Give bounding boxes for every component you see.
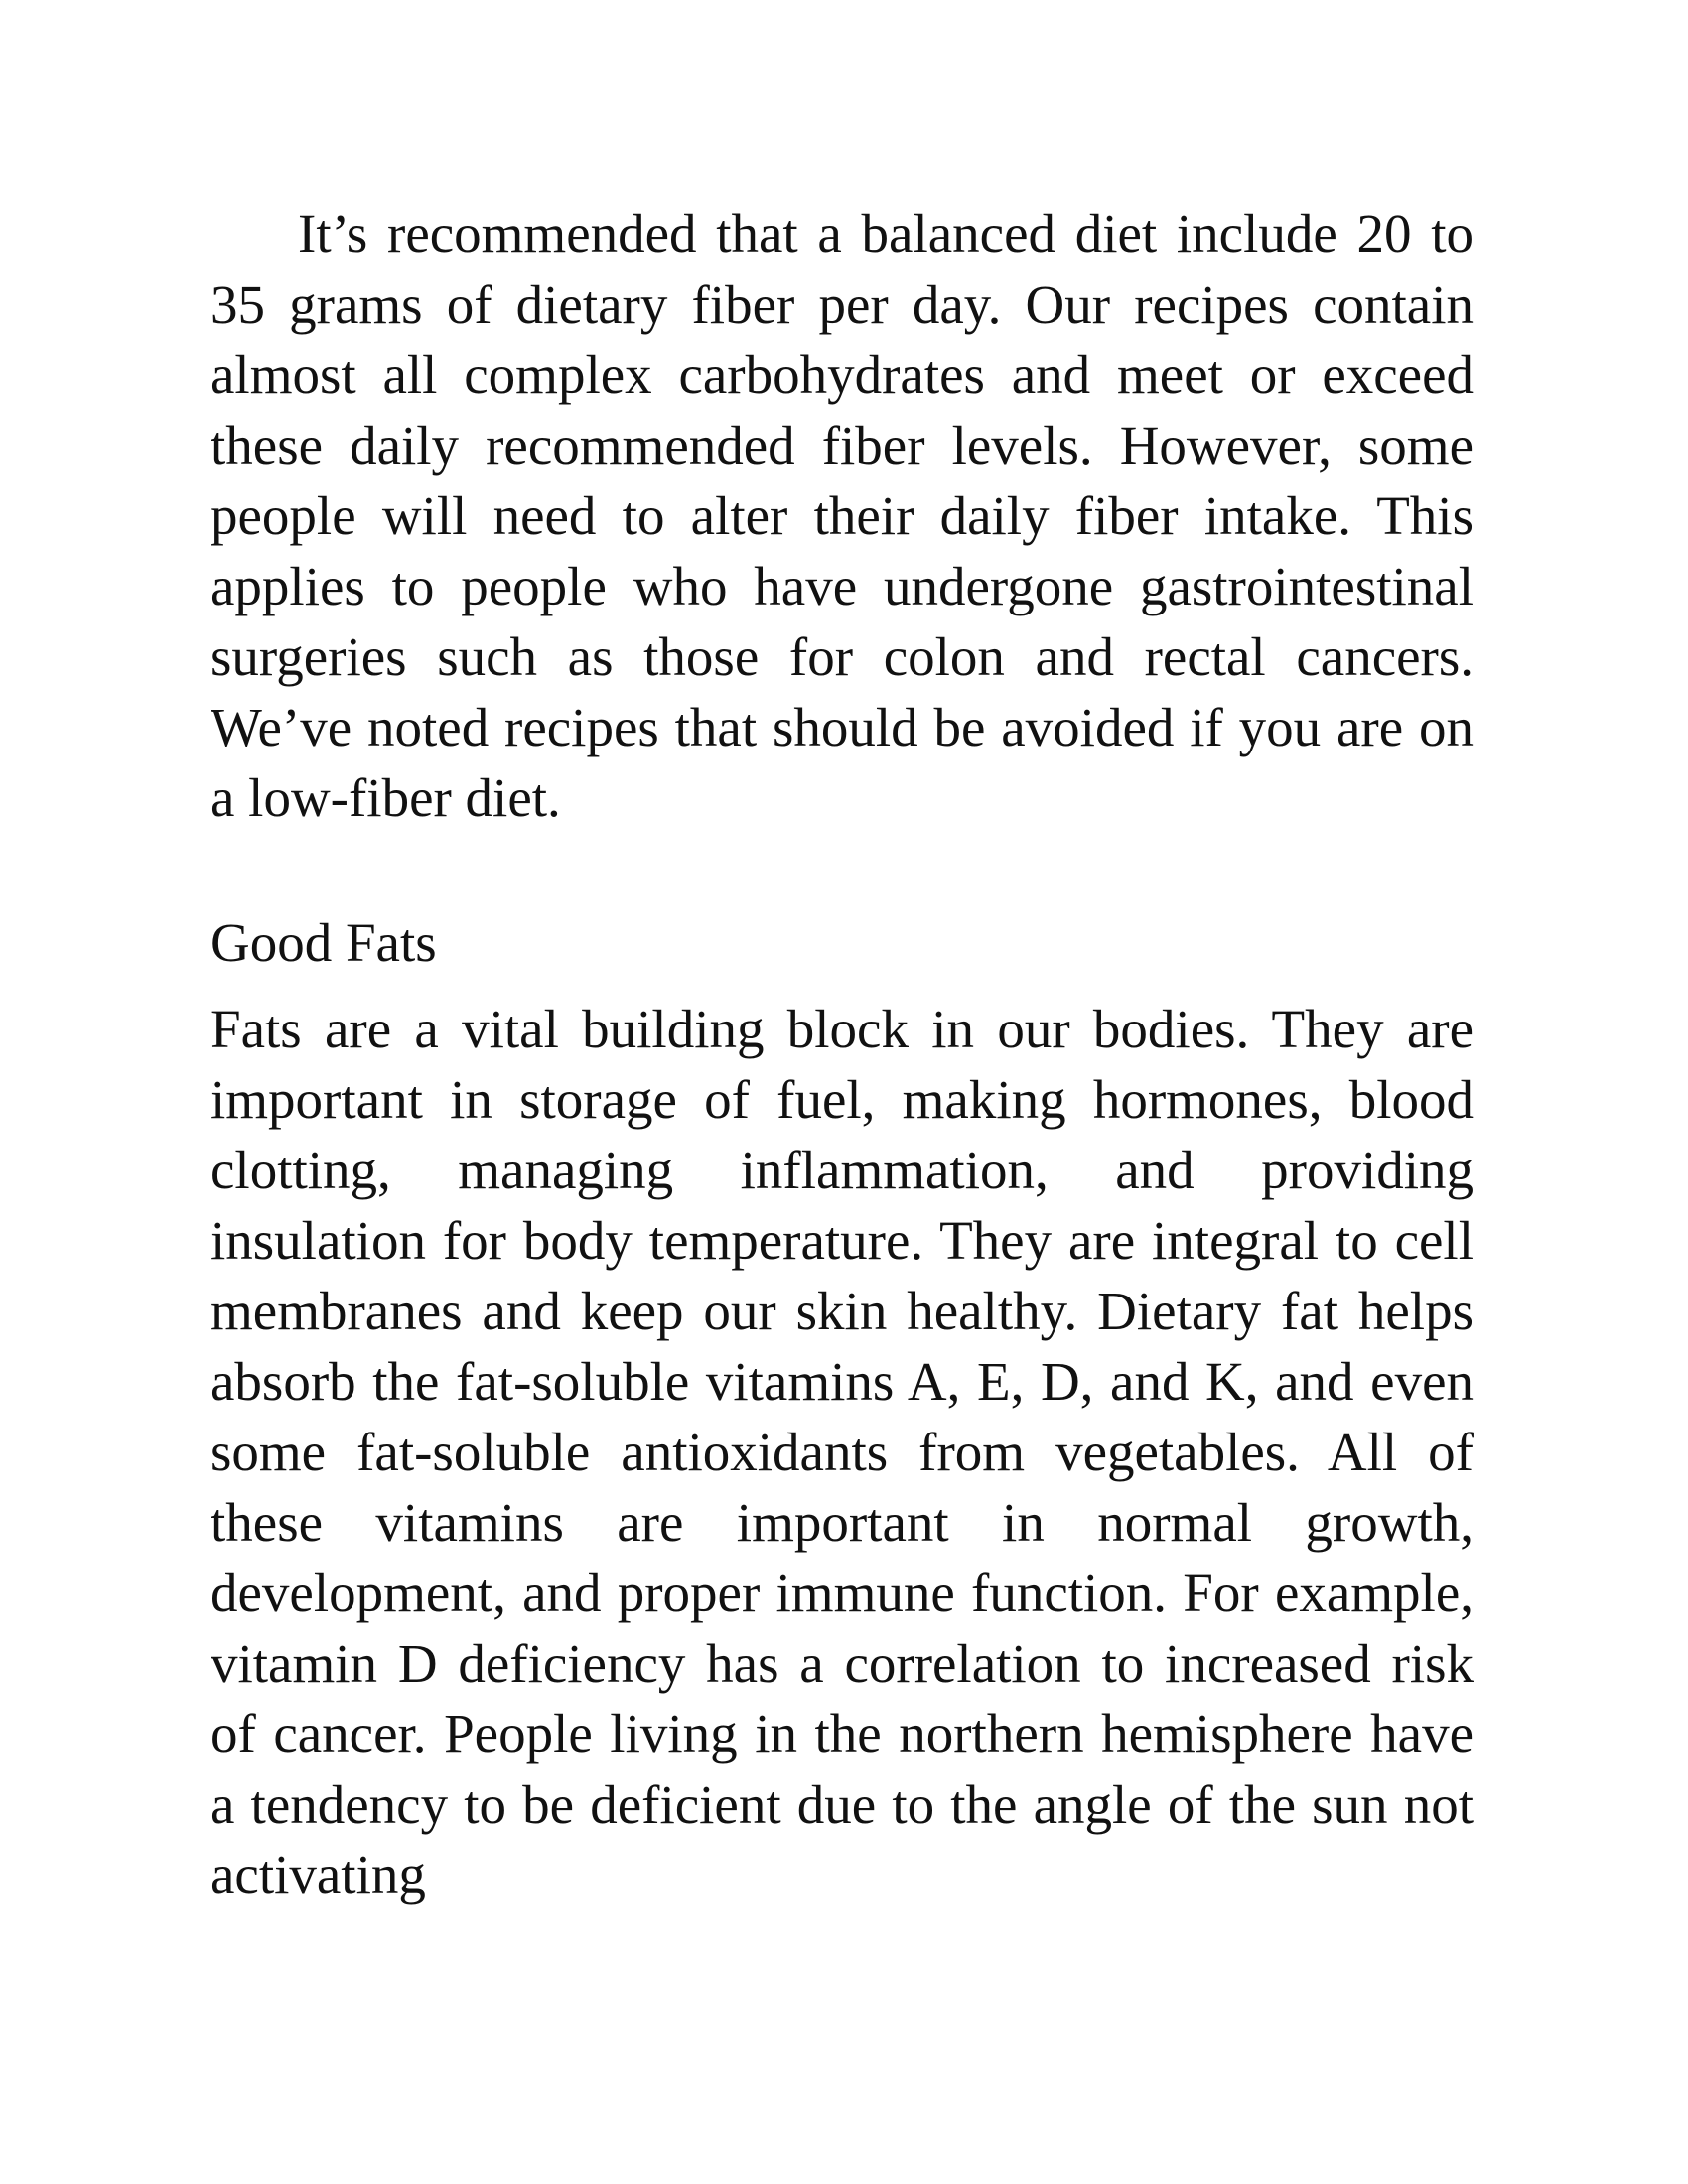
section-heading-good-fats: Good Fats <box>211 912 437 973</box>
page-content <box>211 199 1474 1910</box>
fiber-paragraph: It’s recommended that a balanced diet include 20 to 35 grams of dietary fiber per day. Our recipes contain almost all complex carbohydrates and meet or exceed these daily recommended fiber levels. However, some people will need to alter their daily fiber intake. This applies to people who have undergone gastrointestinal surgeries such as those for colon and rectal cancers. We’ve noted recipes that should be avoided if you are on a low-fiber diet. <box>211 204 1474 828</box>
good-fats-paragraph: Fats are a vital building block in our bodies. They are important in storage of fuel, making hormones, blood clotting, managing inflammation, and providing insulation for body temperature. They are integral to cell membranes and keep our skin healthy. Dietary fat helps absorb the fat-soluble vitamins A, E, D, and K, and even some fat-soluble antioxidants from vegetables. All of these vitamins are important in normal growth, development, and proper immune function. For example, vitamin D deficiency has a correlation to increased risk of cancer. People living in the northern hemisphere have a tendency to be deficient due to the angle of the sun not activating <box>211 999 1474 1905</box>
